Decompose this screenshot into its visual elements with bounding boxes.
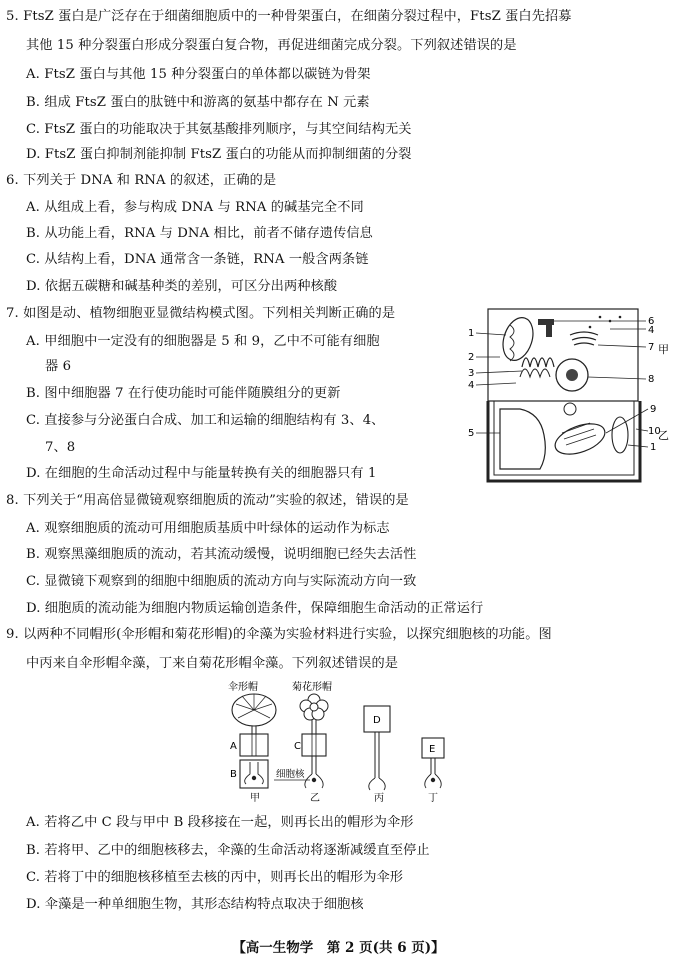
label-right-8: 8: [648, 374, 655, 385]
q7-stem: 7. 如图是动、植物细胞亚显微结构模式图。下列相关判断正确的是: [6, 306, 396, 321]
q6-option-a: A. 从组成上看，参与构成 DNA 与 RNA 的碱基完全不同: [26, 200, 364, 215]
q9-option-a: A. 若将乙中 C 段与甲中 B 段移接在一起，则再长出的帽形为伞形: [26, 815, 414, 830]
q8-option-b: B. 观察黑藻细胞质的流动，若其流动缓慢，说明细胞已经失去活性: [26, 547, 417, 562]
q7-option-d: D. 在细胞的生命活动过程中与能量转换有关的细胞器只有 1: [26, 466, 377, 481]
label-left-4: 4: [468, 380, 475, 391]
segment-c-box: [302, 734, 326, 756]
label-seg-a: A: [230, 741, 237, 752]
label-bing: 丙: [374, 793, 384, 804]
q8-option-a: A. 观察细胞质的流动可用细胞质基质中叶绿体的运动作为标志: [26, 521, 390, 536]
q5-option-c: C. FtsZ 蛋白的功能取决于其氨基酸排列顺序，与其空间结构无关: [26, 122, 412, 137]
q9-stem-line2: 中丙来自伞形帽伞藻，丁来自菊花形帽伞藻。下列叙述错误的是: [26, 656, 399, 671]
q5-option-d: D. FtsZ 蛋白抑制剂能抑制 FtsZ 蛋白的功能从而抑制细菌的分裂: [26, 147, 412, 162]
q6-option-c: C. 从结构上看，DNA 通常含一条链，RNA 一般含两条链: [26, 252, 369, 267]
chrysanthemum-cap-icon: [300, 694, 328, 720]
label-left-3: 3: [468, 368, 475, 379]
label-seg-b: B: [230, 769, 237, 780]
q5-option-a: A. FtsZ 蛋白与其他 15 种分裂蛋白的单体都以碳链为骨架: [26, 67, 371, 82]
q5-stem-line1: 5. FtsZ 蛋白是广泛存在于细菌细胞质中的一种骨架蛋白，在细菌分裂过程中，FtsZ 蛋白先招募: [6, 9, 572, 24]
vacuole-icon: [500, 409, 545, 469]
page-footer: 【高一生物学 第 2 页(共 6 页)】: [232, 940, 445, 956]
nucleus-dot-ding: [431, 778, 435, 782]
centriole-icon: [538, 319, 554, 325]
segment-a-box: [240, 734, 268, 756]
label-right-6: 6: [648, 316, 655, 327]
q7-option-a-line1: A. 甲细胞中一定没有的细胞器是 5 和 9，乙中不可能有细胞: [26, 334, 380, 349]
label-left-2: 2: [468, 352, 475, 363]
q5-stem-line2: 其他 15 种分裂蛋白形成分裂蛋白复合物，再促进细菌完成分裂。下列叙述错误的是: [26, 38, 517, 53]
label-jia: 甲: [658, 343, 669, 356]
plant-mitochondrion-icon: [612, 417, 628, 453]
label-left-5: 5: [468, 428, 475, 439]
q7-option-a-line2: 器 6: [45, 359, 72, 374]
segment-b-box: [240, 760, 268, 788]
q8-option-d: D. 细胞质的流动能为细胞内物质运输创造条件，保障细胞生命活动的正常运行: [26, 601, 484, 616]
label-right-4: 4: [648, 325, 655, 336]
label-right-7: 7: [648, 342, 655, 353]
label-seg-c: C: [294, 741, 301, 752]
q6-option-d: D. 依据五碳糖和碱基种类的差别，可区分出两种核酸: [26, 279, 338, 294]
q5-option-b: B. 组成 FtsZ 蛋白的肽链中和游离的氨基中都存在 N 元素: [26, 95, 370, 110]
q6-stem: 6. 下列关于 DNA 和 RNA 的叙述，正确的是: [6, 173, 277, 188]
label-jia: 甲: [250, 793, 260, 804]
label-right-10: 10: [648, 426, 661, 437]
cell-structure-diagram: [460, 305, 670, 485]
q7-option-b: B. 图中细胞器 7 在行使功能时可能伴随膜组分的更新: [26, 386, 341, 401]
nucleus-dot-jia: [252, 776, 256, 780]
q8-stem: 8. 下列关于“用高倍显微镜观察细胞质的流动”实验的叙述，错误的是: [6, 493, 409, 508]
q9-option-c: C. 若将丁中的细胞核移植至去核的丙中，则再长出的帽形为伞形: [26, 870, 404, 885]
q7-option-c-line2: 7、8: [45, 440, 76, 455]
label-left-1: 1: [468, 328, 475, 339]
acetabularia-diagram: [222, 678, 462, 806]
label-nucleus: 细胞核: [276, 769, 305, 780]
q9-option-d: D. 伞藻是一种单细胞生物，其形态结构特点取决于细胞核: [26, 897, 364, 912]
label-seg-e: E: [429, 744, 436, 755]
q9-option-b: B. 若将甲、乙中的细胞核移去，伞藻的生命活动将逐渐减缓直至停止: [26, 843, 430, 858]
q6-option-b: B. 从功能上看，RNA 与 DNA 相比，前者不储存遗传信息: [26, 226, 373, 241]
q7-option-c-line1: C. 直接参与分泌蛋白合成、加工和运输的细胞结构有 3、4、: [26, 413, 385, 428]
q9-stem-line1: 9. 以两种不同帽形(伞形帽和菊花形帽)的伞藻为实验材料进行实验，以探究细胞核的功能。图: [6, 627, 552, 642]
chloroplast-icon: [551, 418, 609, 460]
nucleus-dot-yi: [312, 778, 316, 782]
label-right-9: 9: [650, 404, 657, 415]
q8-option-c: C. 显微镜下观察到的细胞中细胞质的流动方向与实际流动方向一致: [26, 574, 417, 589]
label-yi: 乙: [310, 793, 320, 804]
label-right-1: 1: [650, 442, 657, 453]
label-cap-umbrella: 伞形帽: [228, 682, 258, 693]
label-seg-d: D: [373, 715, 381, 726]
label-yi: 乙: [658, 429, 669, 442]
label-cap-chrysanthemum: 菊花形帽: [292, 682, 332, 693]
label-ding: 丁: [428, 793, 438, 804]
